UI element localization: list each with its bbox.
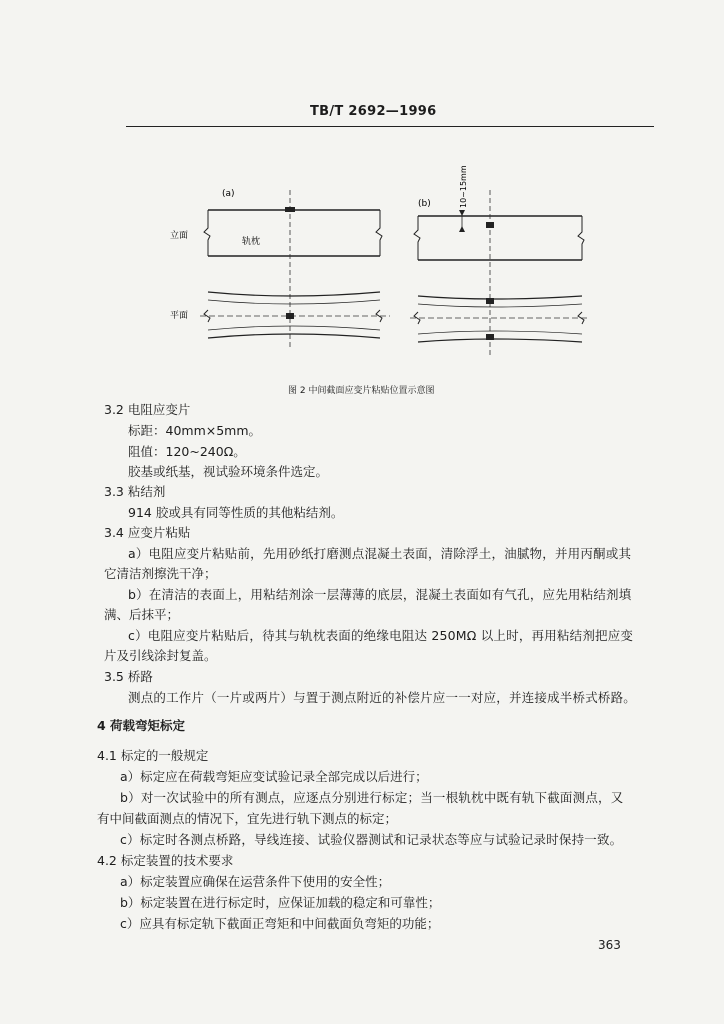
figure-2 <box>160 150 600 384</box>
plan-a-inner-bottom <box>208 326 380 330</box>
plan-a-bottom-edge <box>208 334 380 338</box>
section-4-1-b-line2: 有中间截面测点的情况下，宜先进行轨下测点的标定； <box>97 811 398 826</box>
section-3-3-text: 914 胶或具有同等性质的其他粘结剂。 <box>128 505 344 520</box>
plan-b-inner-top <box>418 304 582 307</box>
section-4-2-b: b）标定装置在进行标定时，应保证加载的稳定和可靠性； <box>120 895 441 910</box>
page-number: 363 <box>598 938 621 952</box>
section-3-4-title: 3.4 应变片粘贴 <box>104 525 191 540</box>
dimension-arrow-top <box>459 210 465 216</box>
section-3-4-c-line2: 片及引线涂封复盖。 <box>104 648 217 663</box>
section-4-title: 4 荷载弯矩标定 <box>97 718 186 733</box>
label-sleeper: 轨枕 <box>242 237 261 247</box>
section-4-1-title: 4.1 标定的一般规定 <box>97 748 209 763</box>
section-4-1-b-line1: b）对一次试验中的所有测点，应逐点分别进行标定；当一根轨枕中既有轨下截面测点，又 <box>120 790 624 805</box>
section-3-2-gauge-length: 标距：40mm×5mm。 <box>128 423 262 438</box>
section-3-4-b-line1: b）在清洁的表面上，用粘结剂涂一层薄薄的底层，混凝土表面如有气孔，应先用粘结剂填 <box>128 587 632 602</box>
standard-number: TB/T 2692—1996 <box>310 104 437 119</box>
section-3-3-title: 3.3 粘结剂 <box>104 484 166 499</box>
elevation-b-break-left <box>414 216 420 260</box>
label-a: (a) <box>222 189 235 199</box>
section-3-5-text: 测点的工作片（一片或两片）与置于测点附近的补偿片应一一对应，并连接成半桥式桥路。 <box>128 690 637 705</box>
gauge-b-plan-top <box>486 298 494 304</box>
gauge-a-plan <box>286 313 294 319</box>
label-elevation: 立面 <box>170 231 189 241</box>
figure-caption: 图 2 中间截面应变片粘贴位置示意图 <box>288 386 435 396</box>
section-3-4-a-line2: 它清洁剂擦洗干净； <box>104 566 217 581</box>
gauge-b-plan-bottom <box>486 334 494 340</box>
section-3-2-resistance: 阻值：120~240Ω。 <box>128 444 246 459</box>
section-4-2-c: c）应具有标定轨下截面正弯矩和中间截面负弯矩的功能； <box>120 916 440 931</box>
strain-gauge-diagram <box>160 150 600 380</box>
section-4-1-a: a）标定应在荷载弯矩应变试验记录全部完成以后进行； <box>120 769 428 784</box>
plan-b-inner-bottom <box>418 331 582 334</box>
section-3-4-b-line2: 满、后抹平； <box>104 607 180 622</box>
plan-b-bottom-edge <box>418 339 582 342</box>
plan-a-top-edge <box>208 292 380 296</box>
section-3-5-title: 3.5 桥路 <box>104 669 153 684</box>
dimension-text: 10~15mm <box>459 165 468 208</box>
header-rule <box>126 126 654 127</box>
gauge-a-elevation <box>285 207 295 212</box>
section-4-1-c: c）标定时各测点桥路，导线连接、试验仪器测试和记录状态等应与试验记录时保持一致。 <box>120 832 623 847</box>
section-3-4-a-line1: a）电阻应变片粘贴前，先用砂纸打磨测点混凝土表面，清除浮土，油腻物，并用丙酮或其 <box>128 546 632 561</box>
section-3-4-c-line1: c）电阻应变片粘贴后，待其与轨枕表面的绝缘电阻达 250MΩ 以上时，再用粘结剂把应变 <box>128 628 634 643</box>
elevation-a-break-left <box>204 210 210 256</box>
label-plan: 平面 <box>170 311 189 321</box>
section-4-2-a: a）标定装置应确保在运营条件下使用的安全性； <box>120 874 391 889</box>
section-3-2-title: 3.2 电阻应变片 <box>104 402 191 417</box>
plan-a-inner-top <box>208 300 380 304</box>
elevation-b-break-right <box>578 216 584 260</box>
gauge-b-elevation <box>486 222 494 228</box>
elevation-a-break-right <box>376 210 382 256</box>
section-4-2-title: 4.2 标定装置的技术要求 <box>97 853 234 868</box>
label-b: (b) <box>418 199 431 209</box>
plan-b-top-edge <box>418 296 582 299</box>
section-3-2-base: 胶基或纸基，视试验环境条件选定。 <box>128 464 329 479</box>
dimension-arrow-bottom <box>459 226 465 232</box>
